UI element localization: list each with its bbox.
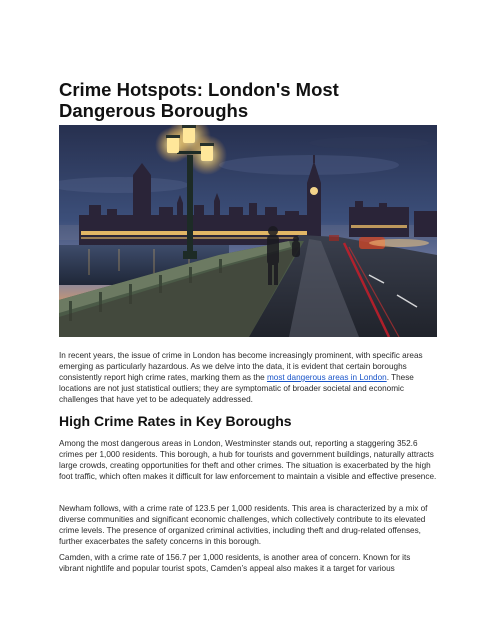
intro-text-before-link: In recent years, the issue of crime in London has become increasingly prominent, with specific areas emerging as particularly hazardous. As we delve into the data, it is evident that certain boroughs consistently report high crime rates, marking them as the [59,351,423,382]
westminster-paragraph: Among the most dangerous areas in London, Westminster stands out, reporting a staggering 352.6 crimes per 1,000 residents. This borough, a hub for tourists and government buildings, naturally attracts large crowds, creating opportunities for theft and other crimes. The situation is exacerbated by the high foot traffic, which often makes it difficult for law enforcement to maintain a visible and effective presence. [59,439,437,481]
hero-image [59,125,437,337]
westminster-dusk-illustration [59,125,437,337]
newham-paragraph: Newham follows, with a crime rate of 123.5 per 1,000 residents. This area is characterized by a mix of diverse communities and significant economic challenges, which collectively contribute to its elevated crime levels. The presence of organized criminal activities, including theft and drug-related offenses, further exacerbates the safety concerns in this borough. [59,504,428,546]
intro-paragraph [59,350,437,405]
intro-text-after-link: . These locations are not just statistical outliers; they are symptomatic of broader societal and economic challenges that have yet to be adequately addressed. [59,373,414,404]
section-heading: High Crime Rates in Key Boroughs [59,413,292,429]
dangerous-areas-link[interactable]: most dangerous areas in London [266,373,387,382]
camden-paragraph: Camden, with a crime rate of 156.7 per 1,000 residents, is another area of concern. Known for its vibrant nightlife and popular tourist spots, Camden’s appeal also makes it a target for various [59,553,411,573]
page-title: Crime Hotspots: London's Most Dangerous Boroughs [59,79,339,121]
